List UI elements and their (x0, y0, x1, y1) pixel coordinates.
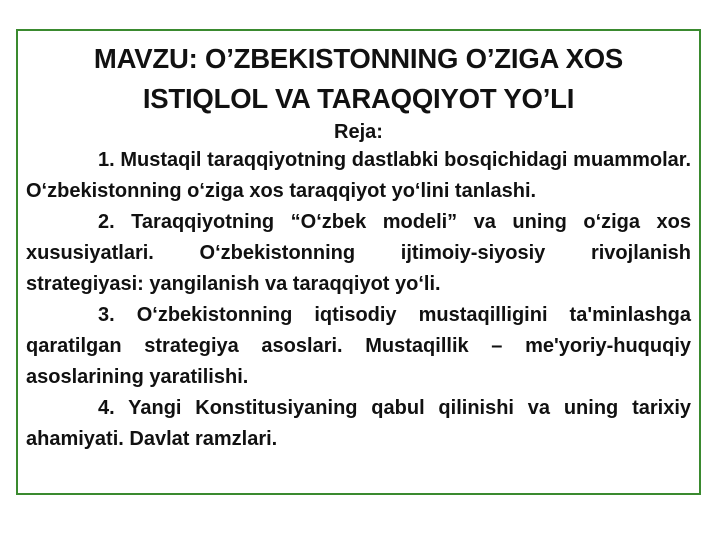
content-frame (16, 29, 701, 495)
plan-item-3: 3. O‘zbekistonning iqtisodiy mustaqilligini ta'minlashga qaratilgan strategiya asoslari. Mustaqillik – me'yoriy-huquqiy asoslarining yaratilishi. (26, 304, 691, 388)
title-line-2: ISTIQLOL VA TARAQQIYOT YO’LI (142, 83, 575, 114)
page-title (26, 39, 691, 119)
plan-item-1: 1. Mustaqil taraqqiyotning dastlabki bosqichidagi muammolar. O‘zbekistonning o‘ziga xos taraqqiyot yo‘lini tanlashi. (26, 149, 691, 202)
plan-item-2: 2. Taraqqiyotning “O‘zbek modeli” va uning o‘ziga xos xususiyatlari. O‘zbekistonning ijtimoiy-siyosiy rivojlanish strategiyasi: yangilanish va taraqqiyot yo‘li. (26, 211, 691, 295)
plan-heading: Reja: (334, 121, 383, 143)
title-line-1: MAVZU: O’ZBEKISTONNING O’ZIGA XOS (93, 43, 624, 74)
plan-item-4: 4. Yangi Konstitusiyaning qabul qilinishi va uning tarixiy ahamiyati. Davlat ramzlari. (26, 397, 691, 450)
